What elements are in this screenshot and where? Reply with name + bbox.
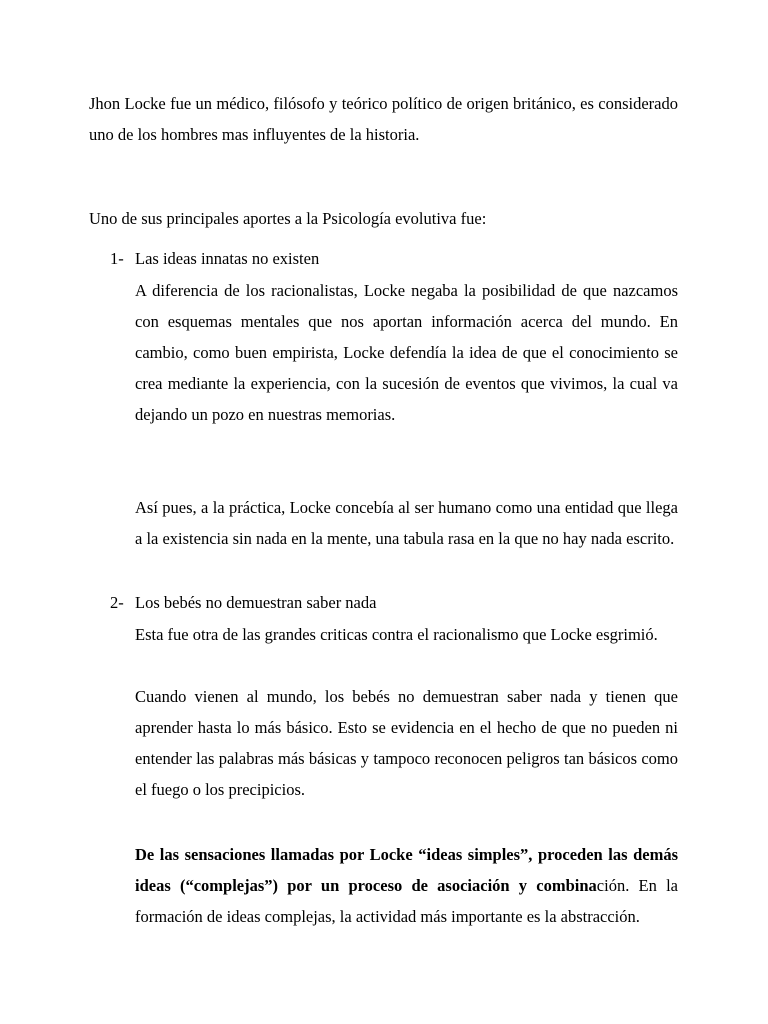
list-item-1-title: Las ideas innatas no existen: [135, 249, 320, 268]
list-item-2-number: 2-: [110, 593, 124, 612]
intro-paragraph: Jhon Locke fue un médico, filósofo y teórico político de origen británico, es considerado uno de los hombres mas influyentes de la historia.: [89, 94, 678, 144]
list-item-2-title: Los bebés no demuestran saber nada: [135, 593, 377, 612]
lead-sentence: Uno de sus principales aportes a la Psicología evolutiva fue:: [89, 209, 487, 228]
list-item-2-final-paragraph: [135, 839, 678, 932]
list-item-2-heading: [110, 587, 670, 618]
final-paragraph-regular-text: ción. En la formación de ideas complejas, la actividad más importante es la abstracción.: [135, 876, 678, 926]
list-item-1-heading: [110, 243, 670, 274]
list-item-1-paragraph-2: Así pues, a la práctica, Locke concebía al ser humano como una entidad que llega a la existencia sin nada en la mente, una tabula rasa en la que no hay nada escrito.: [135, 498, 678, 548]
list-item-2-paragraph-1: Esta fue otra de las grandes criticas contra el racionalismo que Locke esgrimió.: [135, 625, 658, 644]
final-paragraph-bold-text: De las sensaciones llamadas por Locke “ideas simples”, proceden las demás ideas (“complejas”) por un proceso de asociación y combina: [135, 845, 678, 895]
list-item-1-number: 1-: [110, 249, 124, 268]
list-item-2-paragraph-2: Cuando vienen al mundo, los bebés no demuestran saber nada y tienen que aprender hasta lo más básico. Esto se evidencia en el hecho de que no pueden ni entender las palabras más básicas y tampoco reconocen peligros tan básicos como el fuego o los precipicios.: [135, 687, 678, 799]
list-item-1-paragraph-1: A diferencia de los racionalistas, Locke negaba la posibilidad de que nazcamos con esquemas mentales que nos aportan información acerca del mundo. En cambio, como buen empirista, Locke defendía la idea de que el conocimiento se crea mediante la experiencia, con la sucesión de eventos que vivimos, la cual va dejando un pozo en nuestras memorias.: [135, 281, 678, 424]
